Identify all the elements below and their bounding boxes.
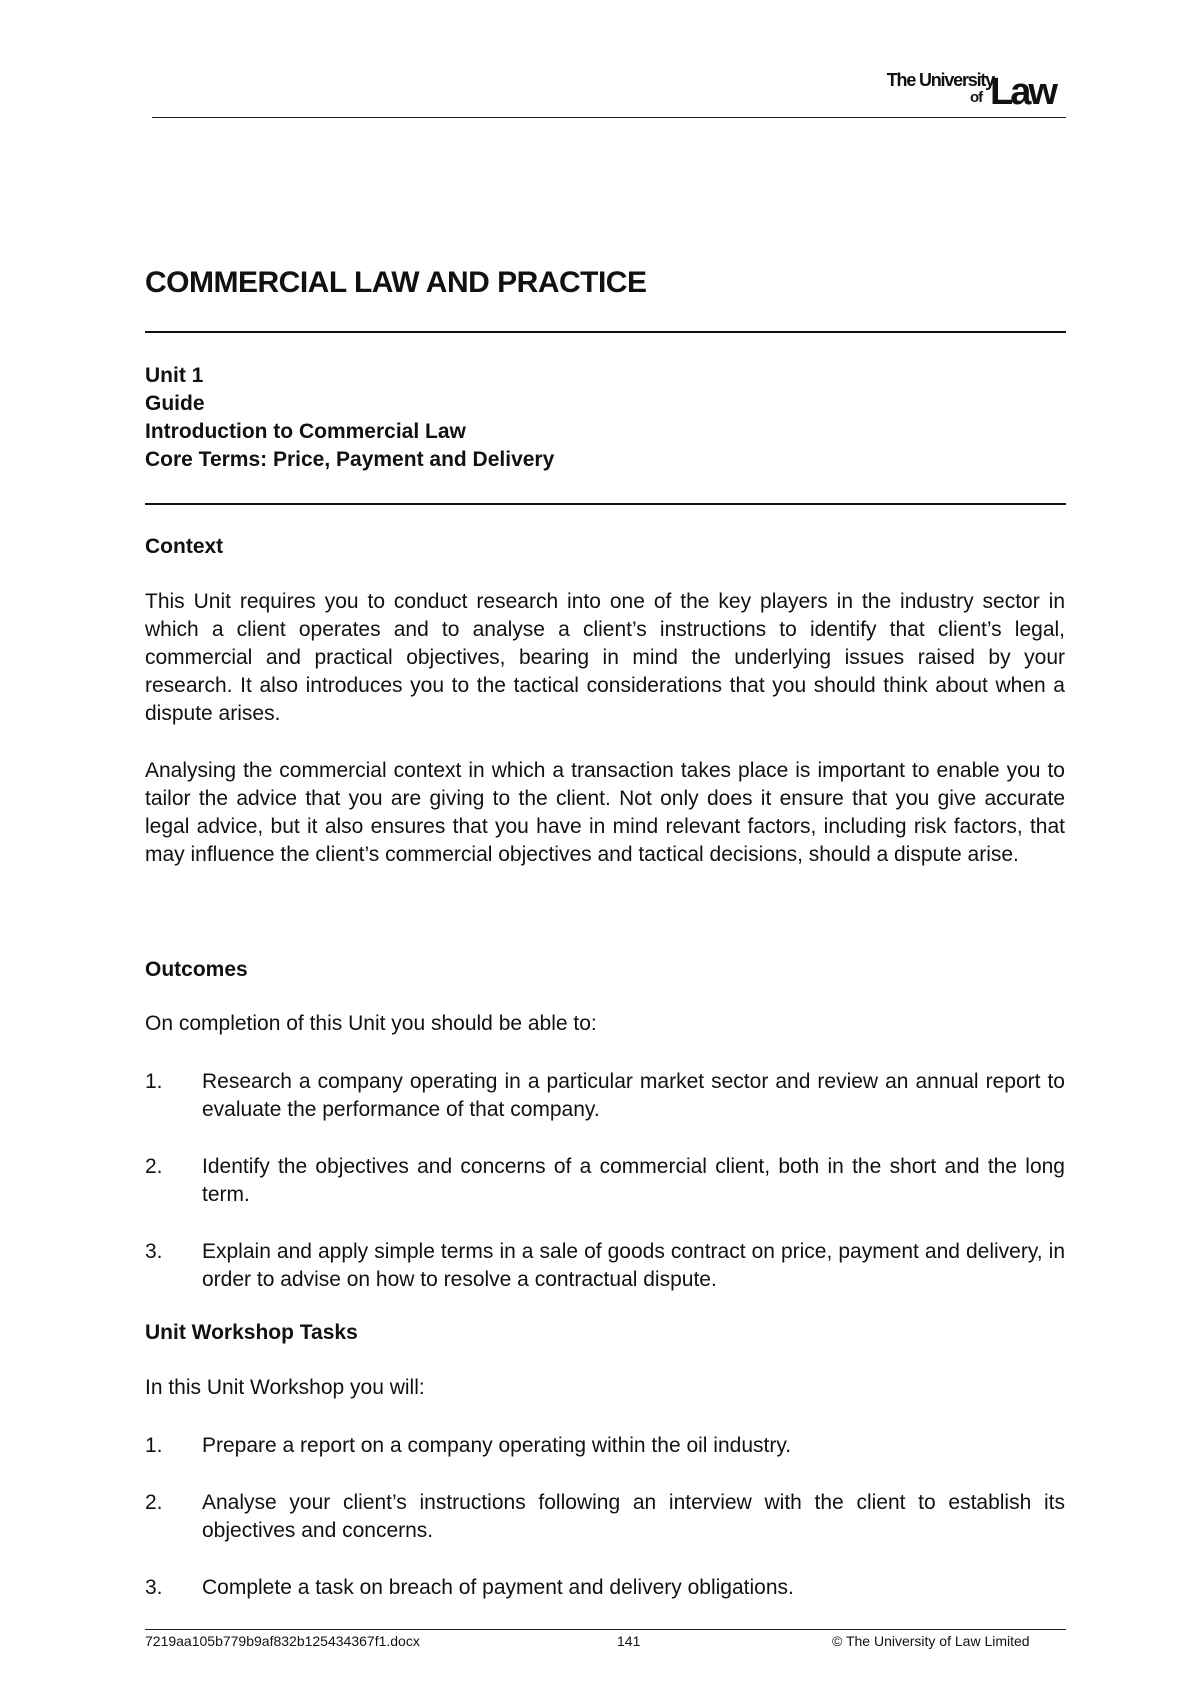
- workshop-intro: In this Unit Workshop you will:: [145, 1376, 425, 1399]
- footer-copyright: © The University of Law Limited: [832, 1633, 1030, 1649]
- unit-info: [145, 362, 554, 474]
- workshop-number: 2.: [145, 1491, 163, 1514]
- footer-divider: [145, 1629, 1066, 1630]
- outcome-text: Explain and apply simple terms in a sale of goods contract on price, payment and delivery, in order to advise on how to resolve a contractual dispute.: [202, 1240, 1065, 1291]
- outcomes-intro: On completion of this Unit you should be able to:: [145, 1012, 597, 1035]
- workshop-heading: Unit Workshop Tasks: [145, 1321, 358, 1344]
- outcome-number: 1.: [145, 1070, 163, 1093]
- outcomes-heading: Outcomes: [145, 958, 248, 981]
- context-paragraph-2: Analysing the commercial context in which a transaction takes place is important to enable you to tailor the advice that you are giving to the client. Not only does it ensure that you give accurate legal advice, but it also ensures that you have in mind relevant factors, including risk factors, that may influence the client’s commercial objectives and tactical decisions, should a dispute arise.: [145, 759, 1065, 866]
- outcome-text: Research a company operating in a particular market sector and review an annual report to evaluate the performance of that company.: [202, 1070, 1065, 1121]
- unit-number: Unit 1: [145, 364, 204, 387]
- logo-law: Law: [990, 71, 1055, 113]
- footer-page-number: 141: [617, 1633, 641, 1649]
- header-divider: [152, 117, 1066, 118]
- workshop-number: 1.: [145, 1434, 163, 1457]
- unit-topic: Core Terms: Price, Payment and Delivery: [145, 448, 555, 471]
- title-divider: [145, 331, 1066, 333]
- outcome-number: 2.: [145, 1155, 163, 1178]
- document-title: COMMERCIAL LAW AND PRACTICE: [145, 266, 647, 299]
- university-logo: [860, 70, 1070, 112]
- context-paragraph-1: This Unit requires you to conduct research into one of the key players in the industry sector in which a client operates and to analyse a client’s instructions to identify that client’s legal, commercial and practical objectives, bearing in mind the underlying issues raised by your research. It also introduces you to the tactical considerations that you should think about when a dispute arises.: [145, 590, 1065, 725]
- workshop-text: Prepare a report on a company operating within the oil industry.: [202, 1434, 792, 1457]
- workshop-number: 3.: [145, 1576, 163, 1599]
- outcome-text: Identify the objectives and concerns of a commercial client, both in the short and the long term.: [202, 1155, 1065, 1206]
- unit-divider: [145, 503, 1066, 505]
- workshop-text: Complete a task on breach of payment and delivery obligations.: [202, 1576, 794, 1599]
- workshop-text: Analyse your client’s instructions following an interview with the client to establish its objectives and concerns.: [202, 1491, 1065, 1542]
- context-heading: Context: [145, 535, 224, 558]
- unit-subject: Introduction to Commercial Law: [145, 420, 466, 443]
- footer-filename: 7219aa105b779b9af832b125434367f1.docx: [145, 1633, 420, 1649]
- logo-of: of: [970, 89, 983, 106]
- unit-type: Guide: [145, 392, 205, 415]
- outcome-number: 3.: [145, 1240, 163, 1263]
- logo-line1: The University: [886, 70, 994, 90]
